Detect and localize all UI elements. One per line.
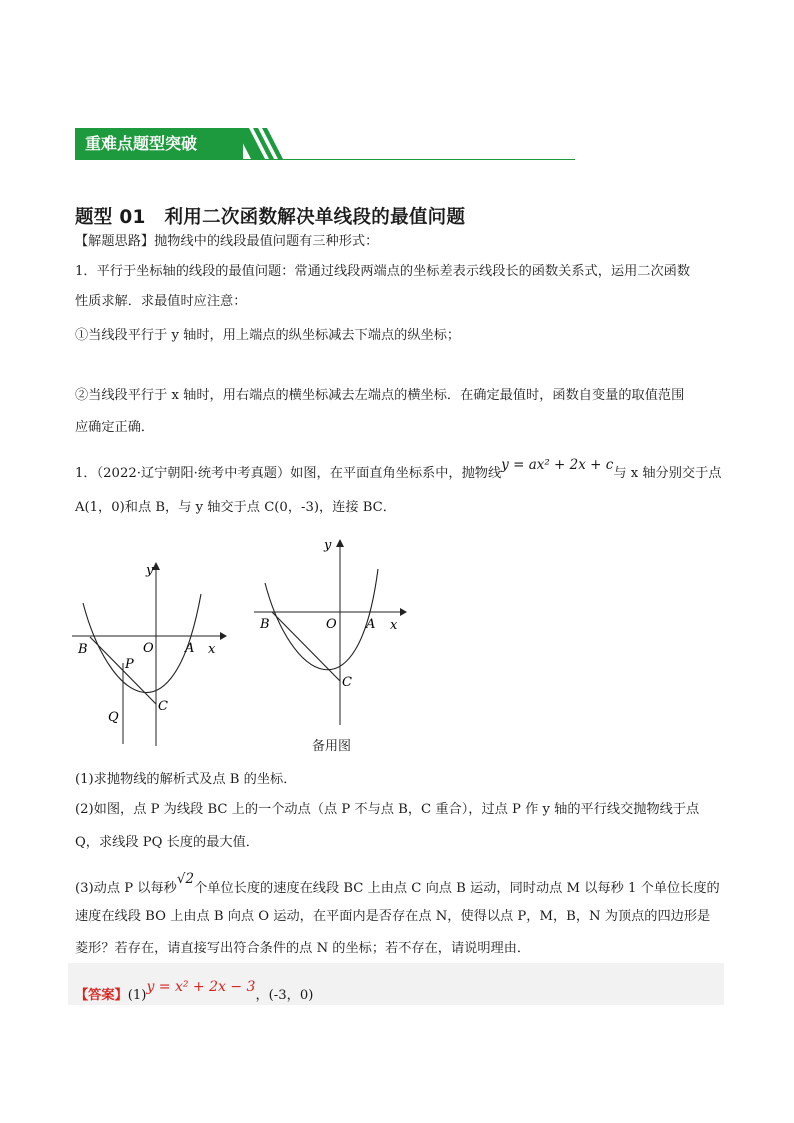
section-title: 题型 01 利用二次函数解决单线段的最值问题 bbox=[75, 207, 466, 228]
label-o: O bbox=[326, 617, 337, 632]
tip-paragraph bbox=[75, 232, 725, 252]
item2: ①当线段平行于 y 轴时，用上端点的纵坐标减去下端点的纵坐标； bbox=[75, 328, 461, 343]
banner-stripes-decoration bbox=[235, 127, 285, 161]
item3-line1: ②当线段平行于 x 轴时，用右端点的横坐标减去左端点的横坐标．在确定最值时，函数自变量的取值范围 bbox=[75, 388, 685, 403]
label-y: y bbox=[324, 538, 332, 553]
item1-line2: 性质求解．求最值时应注意： bbox=[75, 294, 247, 309]
item3-line2: 应确定正确． bbox=[75, 420, 155, 435]
item1-line1: 1．平行于坐标轴的线段的最值问题：常通过线段两端点的坐标差表示线段长的函数关系式，运用二次函数 bbox=[75, 264, 691, 279]
answer-part: (1) bbox=[127, 988, 147, 1003]
problem-formula: y = ax² + 2x + c bbox=[501, 457, 614, 473]
label-p: P bbox=[125, 657, 134, 672]
question-3-line2: 速度在线段 BO 上由点 B 向点 O 运动，在平面内是否存在点 N，使得以点 P，M，B，N 为顶点的四边形是 bbox=[75, 909, 711, 924]
label-c: C bbox=[158, 699, 168, 714]
question-3-line3: 菱形？若存在，请直接写出符合条件的点 N 的坐标；若不存在，请说明理由． bbox=[75, 941, 531, 956]
label-q: Q bbox=[108, 710, 119, 725]
label-x: x bbox=[208, 642, 216, 657]
label-o: O bbox=[143, 641, 154, 656]
problem-line2: A(1，0)和点 B，与 y 轴交于点 C(0，-3)，连接 BC． bbox=[75, 500, 396, 515]
tip-text: 抛物线中的线段最值问题有三种形式： bbox=[154, 234, 379, 249]
label-y: y bbox=[146, 563, 154, 578]
problem-line1 bbox=[75, 457, 735, 484]
label-b: B bbox=[260, 617, 270, 632]
answer-line bbox=[75, 979, 725, 1006]
tip-label: 【解题思路】 bbox=[75, 234, 155, 249]
figure-left bbox=[68, 558, 228, 750]
parabola bbox=[265, 569, 378, 670]
question-2-line2: Q，求线段 PQ 长度的最大值． bbox=[75, 835, 259, 850]
label-a: A bbox=[366, 617, 376, 632]
figure-caption: 备用图 bbox=[312, 739, 352, 754]
answer-formula: y = x² + 2x − 3 bbox=[146, 979, 256, 995]
question-2-line1: (2)如图，点 P 为线段 BC 上的一个动点（点 P 不与点 B，C 重合），过点 P 作 y 轴的平行线交抛物线于点 bbox=[75, 802, 700, 817]
label-c: C bbox=[342, 675, 352, 690]
label-a: A bbox=[185, 641, 195, 656]
answer-label: 【答案】 bbox=[75, 988, 128, 1003]
question-3-pre: (3)动点 P 以每秒 bbox=[75, 881, 177, 896]
problem-line1-pre: 1．（2022·辽宁朝阳·统考中考真题）如图，在平面直角坐标系中，抛物线 bbox=[75, 466, 502, 481]
label-x: x bbox=[390, 618, 398, 633]
problem-line1-post: 与 x 轴分别交于点 bbox=[613, 466, 722, 481]
question-3-post: 个单位长度的速度在线段 BC 上由点 C 向点 B 运动，同时动点 M 以每秒 1 个单位长度的 bbox=[194, 881, 720, 896]
question-1: (1)求抛物线的解析式及点 B 的坐标． bbox=[75, 772, 297, 787]
answer-tail: ，(-3，0) bbox=[255, 988, 314, 1003]
banner-label: 重难点题型突破 bbox=[75, 128, 243, 159]
figure-right bbox=[250, 533, 410, 728]
label-b: B bbox=[78, 642, 88, 657]
banner-underline bbox=[75, 159, 575, 160]
question-3-line1 bbox=[75, 871, 725, 899]
section-banner bbox=[75, 127, 575, 161]
sqrt-two: √2 bbox=[176, 871, 195, 887]
parabola bbox=[83, 594, 201, 692]
